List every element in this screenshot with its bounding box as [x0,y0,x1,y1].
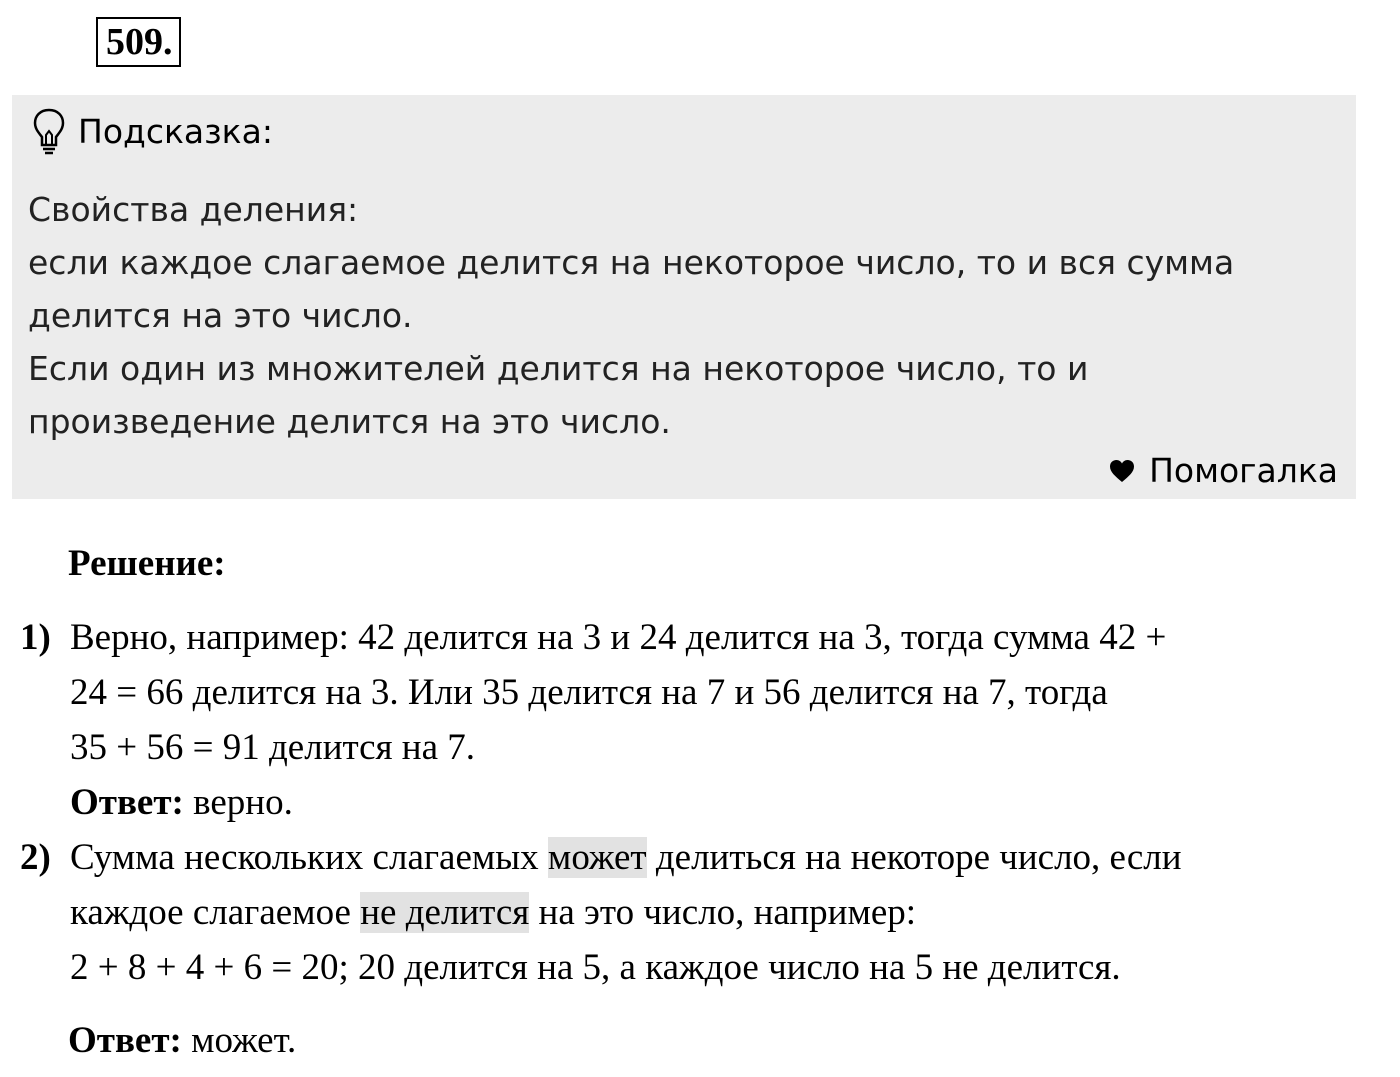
text-segment: Сумма нескольких слагаемых [70,837,548,878]
answer-label: Ответ: [68,1020,182,1061]
item-number: 1) [20,617,51,658]
hint-header [32,107,273,157]
item-line [70,830,1182,885]
brand-name: Помогалка [1149,451,1338,490]
hint-line: Свойства деления: [28,190,359,229]
hint-line: делится на это число. [28,296,413,335]
highlighted-word: не делится [360,892,530,933]
hint-text [28,183,1348,448]
hint-line: если каждое слагаемое делится на некоторое число, то и вся сумма [28,243,1235,282]
hint-line: произведение делится на это число. [28,402,671,441]
heart-icon [1109,459,1135,483]
item-line: 2 + 8 + 4 + 6 = 20; 20 делится на 5, а каждое число на 5 не делится. [70,947,1121,988]
answer-label: Ответ: [70,782,184,823]
highlighted-word: может [547,837,647,878]
item-answer [70,775,1166,830]
final-answer [68,1013,296,1068]
text-segment: на это число, например: [529,892,917,933]
hint-line: Если один из множителей делится на некоторое число, то и [28,349,1089,388]
text-segment: каждое слагаемое [70,892,361,933]
answer-text: может. [181,1020,297,1061]
item-line [70,885,1182,940]
solution-title: Решение: [68,543,226,584]
hint-box [12,95,1356,499]
answer-text: верно. [183,782,293,823]
item-line: 35 + 56 = 91 делится на 7. [70,727,476,768]
brand [1109,449,1338,493]
item-line: Верно, например: 42 делится на 3 и 24 делится на 3, тогда сумма 42 + [70,617,1167,658]
item-number: 2) [20,837,51,878]
text-segment: делиться на некоторе число, если [646,837,1182,878]
task-number: 509. [96,17,181,67]
item-line: 24 = 66 делится на 3. Или 35 делится на 7 и 56 делится на 7, тогда [70,672,1108,713]
hint-title: Подсказка: [78,112,273,151]
lightbulb-icon [32,107,66,157]
